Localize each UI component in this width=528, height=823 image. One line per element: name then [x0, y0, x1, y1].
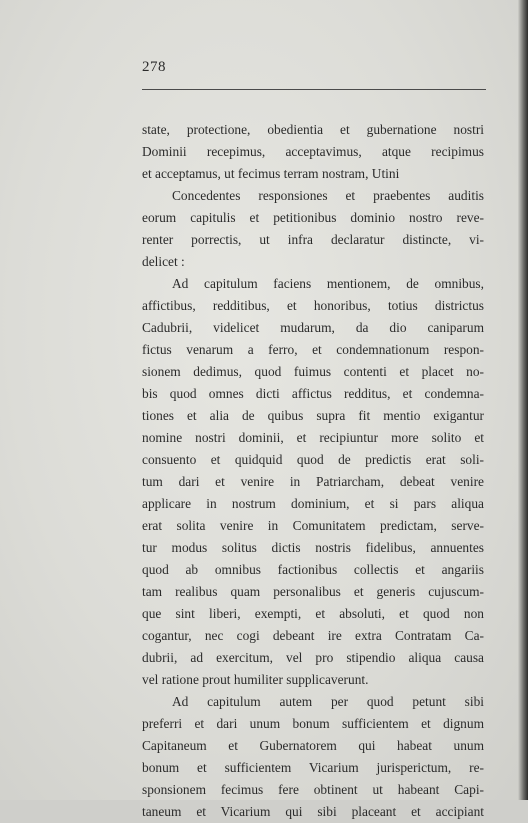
- body-text: [142, 119, 484, 823]
- text-line: applicare in nostrum dominium, et si pars aliqua: [142, 496, 484, 511]
- text-line: Ad capitulum autem per quod petunt sibi: [172, 694, 484, 709]
- text-line: tum dari et venire in Patriarcham, debeat venire: [142, 474, 484, 489]
- text-line: que sint liberi, exempti, et absoluti, et quod non: [142, 606, 484, 621]
- text-line: vel ratione prout humiliter supplicaverunt.: [142, 672, 369, 687]
- text-line: consuento et quidquid quod de predictis erat soli-: [142, 452, 484, 467]
- text-line: Cadubrii, videlicet mudarum, da dio caniparum: [142, 320, 484, 335]
- text-line: sponsionem fecimus fere obtinent ut habeant Capi-: [142, 782, 484, 797]
- text-line: taneum et Vicarium qui sibi placeant et accipiant: [142, 804, 484, 819]
- text-line: erat solita venire in Comunitatem predictam, serve-: [142, 518, 484, 533]
- text-line: tiones et alia de quibus supra fit mentio exigantur: [142, 408, 484, 423]
- text-line: et acceptamus, ut fecimus terram nostram, Utini: [142, 166, 400, 181]
- text-line: preferri et dari unum bonum sufficientem et dignum: [142, 716, 484, 731]
- page-edge-shadow: [518, 0, 528, 800]
- text-line: bonum et sufficientem Vicarium jurisperictum, re-: [142, 760, 484, 775]
- header-rule: [142, 89, 486, 90]
- text-line: Concedentes responsiones et praebentes auditis: [172, 188, 484, 203]
- text-line: quod ab omnibus factionibus collectis et angariis: [142, 562, 484, 577]
- text-line: state, protectione, obedientia et gubernatione nostri: [142, 122, 484, 137]
- text-line: eorum capitulis et petitionibus dominio nostro reve-: [142, 210, 484, 225]
- text-line: fictus venarum a ferro, et condemnationum respon-: [142, 342, 484, 357]
- text-line: affictibus, redditibus, et honoribus, totius districtus: [142, 298, 484, 313]
- text-line: sionem dedimus, quod fuimus contenti et placet no-: [142, 364, 484, 379]
- text-line: cogantur, nec cogi debeant ire extra Contratam Ca-: [142, 628, 484, 643]
- text-line: tam realibus quam personalibus et generis cujuscum-: [142, 584, 484, 599]
- text-line: Capitaneum et Gubernatorem qui habeat unum: [142, 738, 484, 753]
- text-line: Ad capitulum faciens mentionem, de omnibus,: [172, 276, 484, 291]
- page-number: 278: [142, 59, 166, 75]
- text-line: renter porrectis, ut infra declaratur distincte, vi-: [142, 232, 484, 247]
- text-line: nomine nostri dominii, et recipiuntur more solito et: [142, 430, 484, 445]
- text-line: Dominii recepimus, acceptavimus, atque recipimus: [142, 144, 484, 159]
- text-line: tur modus solitus dictis nostris fidelibus, annuentes: [142, 540, 484, 555]
- text-line: bis quod omnes dicti affictus redditus, et condemna-: [142, 386, 484, 401]
- text-line: dubrii, ad exercitum, vel pro stipendio aliqua causa: [142, 650, 484, 665]
- text-line: delicet :: [142, 254, 185, 269]
